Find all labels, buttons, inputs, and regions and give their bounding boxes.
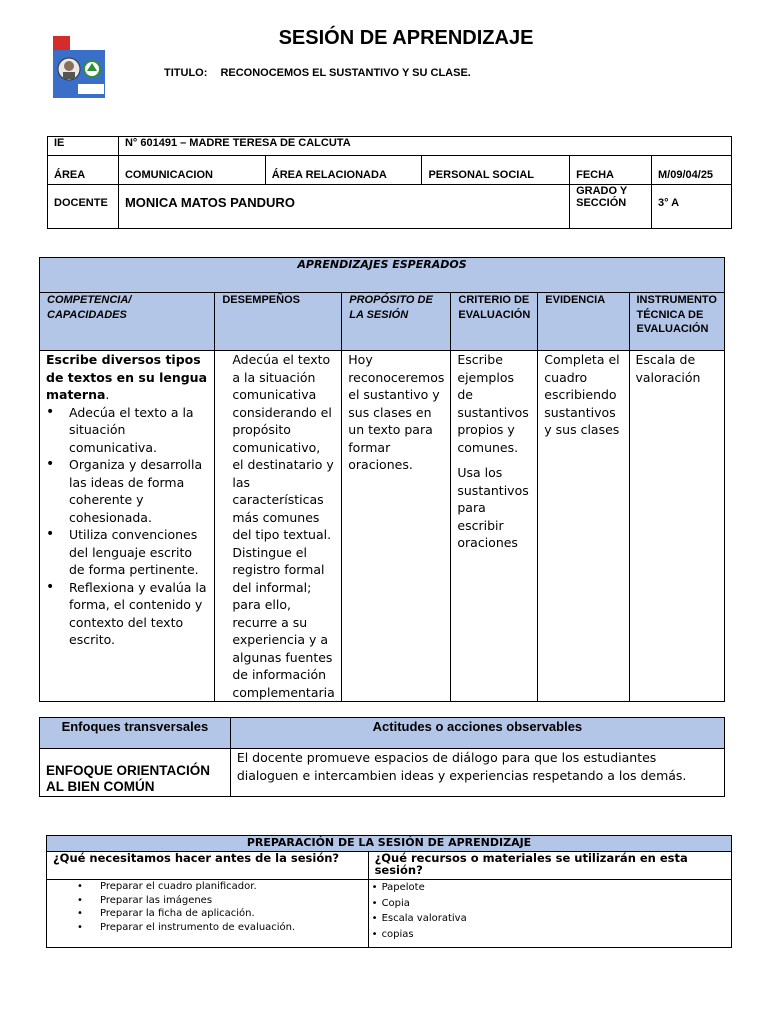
titulo-label: TITULO: bbox=[164, 67, 208, 79]
enfoques-table bbox=[39, 717, 725, 797]
list-item: • Adecúa el texto a la situación comunicativa. bbox=[46, 404, 208, 457]
evidencia-cell: Completa el cuadro escribiendo sustantivos y sus clases bbox=[538, 351, 629, 702]
capacidades-list bbox=[46, 404, 208, 649]
question-recursos: ¿Qué recursos o materiales se utilizarán en esta sesión? bbox=[368, 852, 731, 880]
aprendizajes-title: APRENDIZAJES ESPERADOS bbox=[40, 258, 725, 293]
page-title: SESIÓN DE APRENDIZAJE bbox=[278, 27, 534, 49]
recursos-list bbox=[369, 880, 731, 942]
antes-list bbox=[47, 880, 368, 934]
ie-value: N° 601491 – MADRE TERESA DE CALCUTA bbox=[118, 137, 731, 156]
area-value: COMUNICACION bbox=[118, 156, 265, 185]
aprendizajes-table bbox=[39, 257, 725, 702]
col-proposito: PROPÓSITO DE LA SESIÓN bbox=[342, 293, 451, 351]
enfoques-header: Enfoques transversales bbox=[40, 718, 231, 749]
proposito-cell: Hoy reconoceremos el sustantivo y sus clases en un texto para formar oraciones. bbox=[342, 351, 451, 702]
list-item: • Preparar las imágenes bbox=[77, 894, 368, 908]
list-item: • Preparar el cuadro planificador. bbox=[77, 880, 368, 894]
area-relacionada-value: PERSONAL SOCIAL bbox=[422, 156, 570, 185]
preparacion-title: PREPARACIÓN DE LA SESIÓN DE APRENDIZAJE bbox=[47, 836, 732, 852]
enfoque-name: ENFOQUE ORIENTACIÓN AL BIEN COMÚN bbox=[40, 749, 231, 797]
grado-value: 3° A bbox=[652, 185, 732, 229]
instrumento-cell: Escala de valoración bbox=[629, 351, 725, 702]
criterio-cell bbox=[451, 351, 538, 702]
list-item: • Preparar el instrumento de evaluación. bbox=[77, 921, 368, 935]
criterio-item: Escribe ejemplos de sustantivos propios y comunes. bbox=[457, 352, 529, 455]
desempeno-cell: Adecúa el texto a la situación comunicativa considerando el propósito comunicativo, el destinatario y las características más comunes del tipo textual. Distingue el registro formal del informal; para ello, recurre a su experiencia y a algunas fuentes de información complementaria bbox=[215, 351, 342, 702]
competencia-cell bbox=[40, 351, 215, 702]
col-instrumento: INSTRUMENTO TÉCNICA DE EVALUACIÓN bbox=[629, 293, 725, 351]
col-evidencia: EVIDENCIA bbox=[538, 293, 629, 351]
actitud-text: El docente promueve espacios de diálogo para que los estudiantes dialoguen e intercambien ideas y experiencias respetando a los demás. bbox=[230, 749, 724, 797]
fecha-value: M/09/04/25 bbox=[652, 156, 732, 185]
list-item: • Reflexiona y evalúa la forma, el contenido y contexto del texto escrito. bbox=[46, 579, 208, 649]
list-item: • Copia bbox=[369, 896, 731, 912]
list-item: • Organiza y desarrolla las ideas de forma coherente y cohesionada. bbox=[46, 456, 208, 526]
col-criterio: CRITERIO DE EVALUACIÓN bbox=[451, 293, 538, 351]
list-item: • copias bbox=[369, 927, 731, 943]
area-relacionada-label: ÁREA RELACIONADA bbox=[265, 156, 422, 185]
docente-value: MONICA MATOS PANDURO bbox=[118, 185, 569, 229]
antes-cell bbox=[47, 880, 369, 948]
fecha-label: FECHA bbox=[570, 156, 652, 185]
recursos-cell bbox=[368, 880, 731, 948]
area-label: ÁREA bbox=[48, 156, 119, 185]
session-subtitle bbox=[164, 67, 471, 79]
criterio-item: Usa los sustantivos para escribir oraciones bbox=[457, 465, 529, 550]
titulo-value: RECONOCEMOS EL SUSTANTIVO Y SU CLASE. bbox=[220, 67, 471, 79]
list-item: • Papelote bbox=[369, 880, 731, 896]
ie-label: IE bbox=[48, 137, 119, 156]
grado-label: GRADO Y SECCIÓN bbox=[570, 185, 652, 229]
actitudes-header: Actitudes o acciones observables bbox=[230, 718, 724, 749]
list-item: • Preparar la ficha de aplicación. bbox=[77, 907, 368, 921]
docente-label: DOCENTE bbox=[48, 185, 119, 229]
preparacion-table bbox=[46, 835, 732, 948]
list-item: • Escala valorativa bbox=[369, 911, 731, 927]
list-item: • Utiliza convenciones del lenguaje escrito de forma pertinente. bbox=[46, 526, 208, 579]
competencia-heading: Escribe diversos tipos de textos en su lengua materna. bbox=[46, 352, 208, 402]
question-antes: ¿Qué necesitamos hacer antes de la sesión? bbox=[47, 852, 369, 880]
info-table bbox=[47, 136, 732, 229]
col-desempenos: DESEMPEÑOS bbox=[215, 293, 342, 351]
col-competencia: COMPETENCIA/ CAPACIDADES bbox=[40, 293, 215, 351]
